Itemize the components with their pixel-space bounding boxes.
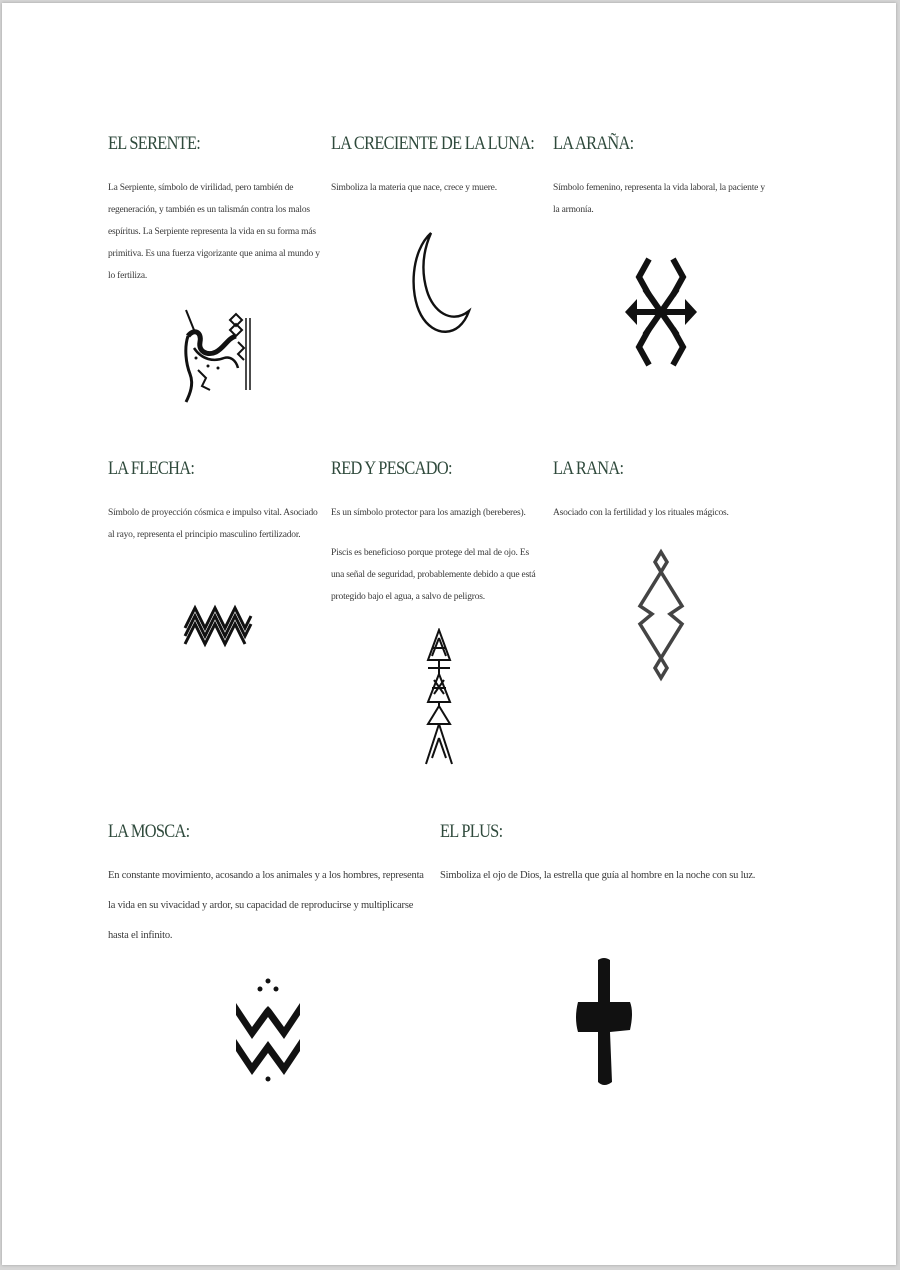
section-text: Es un símbolo protector para los amazigh (bereberes).: [331, 508, 526, 518]
section-text: Símbolo de proyección cósmica e impulso vital. Asociado al rayo, representa el principio masculino fertilizador.: [108, 508, 318, 540]
section-text: En constante movimiento, acosando a los animales y a los hombres, representa la vida en su vivacidad y ardor, su capacidad de reproducirse y multiplicarse hasta el infinito.: [108, 870, 424, 941]
section-fly: [108, 821, 426, 951]
serpent-icon: [180, 308, 256, 406]
document-page: [2, 3, 896, 1265]
section-plus: [440, 821, 770, 891]
section-text: Símbolo femenino, representa la vida laboral, la paciente y la armonía.: [553, 183, 765, 215]
section-moon: [331, 133, 541, 199]
crescent-moon-icon: [407, 229, 475, 341]
section-title: LA RANA:: [553, 458, 624, 479]
section-serpent: [108, 133, 320, 287]
section-title: EL PLUS:: [440, 821, 503, 842]
section-text: La Serpiente, símbolo de virilidad, pero también de regeneración, y también es un talismán contra los malos espíritus. La Serpiente representa la vida en su forma más primitiva. Es una fuerza vigorizante que anima al mundo y lo fertiliza.: [108, 183, 320, 281]
section-net-fish: [331, 458, 541, 608]
net-and-fish-icon: [422, 628, 456, 770]
section-title: LA FLECHA:: [108, 458, 195, 479]
section-title: EL SERENTE:: [108, 133, 201, 154]
section-text: Simboliza la materia que nace, crece y muere.: [331, 183, 497, 193]
zigzag-arrow-icon: [183, 598, 253, 650]
section-text: Simboliza el ojo de Dios, la estrella que guía al hombre en la noche con su luz.: [440, 870, 756, 881]
plus-cross-icon: [574, 956, 636, 1090]
section-title: RED Y PESCADO:: [331, 458, 452, 479]
spider-icon: [623, 255, 699, 369]
section-frog: [553, 458, 771, 524]
section-spider: [553, 133, 771, 221]
section-text: Asociado con la fertilidad y los rituales mágicos.: [553, 508, 729, 518]
fly-icon: [232, 977, 304, 1083]
section-title: LA CRECIENTE DE LA LUNA:: [331, 133, 535, 154]
section-title: LA ARAÑA:: [553, 133, 634, 154]
frog-icon: [636, 548, 686, 682]
section-text-2: Piscis es beneficioso porque protege del mal de ojo. Es una señal de seguridad, probablemente debido a que está protegido bajo el agua, a salvo de peligros.: [331, 548, 536, 602]
section-title: LA MOSCA:: [108, 821, 190, 842]
section-arrow: [108, 458, 320, 546]
